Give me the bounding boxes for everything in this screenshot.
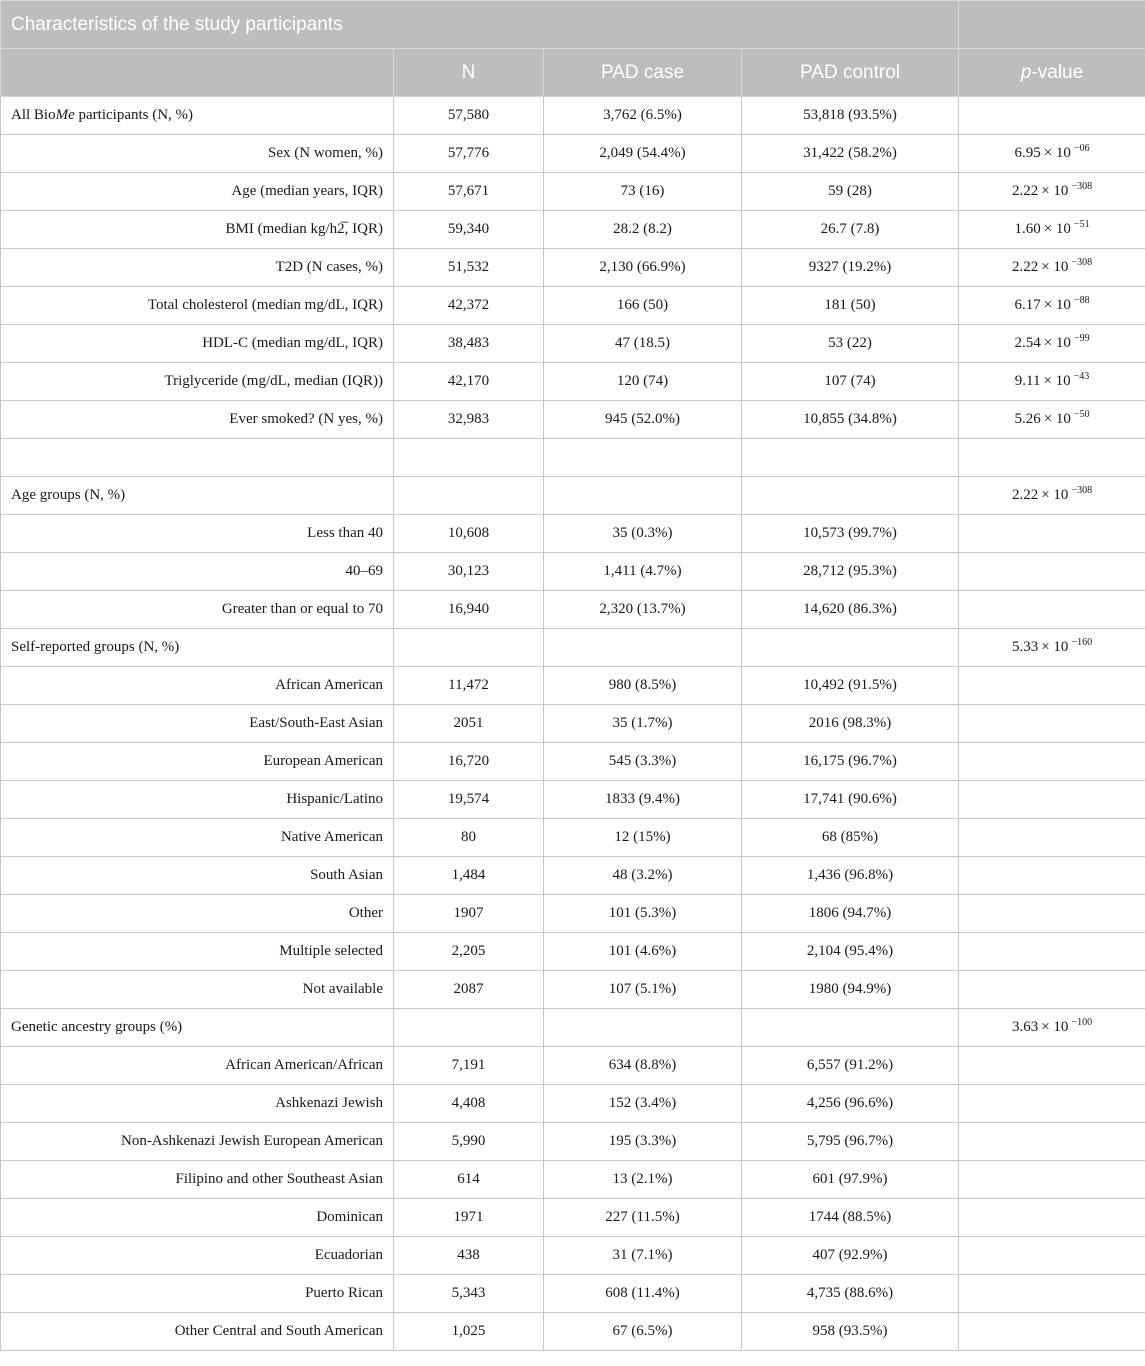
cell-pad-control: 14,620 (86.3%) xyxy=(742,591,959,629)
cell-p-value xyxy=(959,477,1145,515)
cell-p-value xyxy=(959,1275,1145,1313)
row-label xyxy=(1,439,394,477)
cell-p-value xyxy=(959,553,1145,591)
cell-p-value xyxy=(959,1085,1145,1123)
table-row xyxy=(1,211,1145,249)
row-label: Sex (N women, %) xyxy=(1,135,394,173)
row-label: Age groups (N, %) xyxy=(1,477,394,515)
row-label: Not available xyxy=(1,971,394,1009)
p-value-base: 6.95 xyxy=(1014,145,1041,161)
cell-pad-case: 13 (2.1%) xyxy=(544,1161,742,1199)
cell-pad-case xyxy=(544,439,742,477)
row-label: Puerto Rican xyxy=(1,1275,394,1313)
cell-n xyxy=(394,477,544,515)
cell-p-value xyxy=(959,1047,1145,1085)
cell-p-value xyxy=(959,667,1145,705)
cell-pad-case: 980 (8.5%) xyxy=(544,667,742,705)
column-header-row xyxy=(1,49,1145,97)
row-label: Greater than or equal to 70 xyxy=(1,591,394,629)
cell-pad-control xyxy=(742,439,959,477)
cell-n: 1907 xyxy=(394,895,544,933)
row-label: South Asian xyxy=(1,857,394,895)
table-row xyxy=(1,1009,1145,1047)
cell-p-value xyxy=(959,439,1145,477)
cell-n: 51,532 xyxy=(394,249,544,287)
cell-n: 4,408 xyxy=(394,1085,544,1123)
cell-p-value xyxy=(959,971,1145,1009)
cell-pad-case xyxy=(544,1009,742,1047)
cell-pad-control: 1980 (94.9%) xyxy=(742,971,959,1009)
header-label xyxy=(1,49,394,97)
row-label: HDL-C (median mg/dL, IQR) xyxy=(1,325,394,363)
cell-p-value xyxy=(959,1313,1145,1351)
cell-pad-control xyxy=(742,477,959,515)
cell-pad-control: 107 (74) xyxy=(742,363,959,401)
table-title: Characteristics of the study participants xyxy=(1,1,959,49)
row-label: Multiple selected xyxy=(1,933,394,971)
cell-p-value xyxy=(959,515,1145,553)
cell-n: 1,025 xyxy=(394,1313,544,1351)
cell-pad-case: 195 (3.3%) xyxy=(544,1123,742,1161)
table-body xyxy=(1,97,1145,1351)
p-value-exponent: −308 xyxy=(1071,181,1093,192)
header-pad-control: PAD control xyxy=(742,49,959,97)
header-n: N xyxy=(394,49,544,97)
cell-p-value xyxy=(959,895,1145,933)
cell-n: 57,671 xyxy=(394,173,544,211)
cell-n: 2051 xyxy=(394,705,544,743)
table-row xyxy=(1,1199,1145,1237)
cell-p-value xyxy=(959,781,1145,819)
row-label: Ashkenazi Jewish xyxy=(1,1085,394,1123)
cell-n: 42,372 xyxy=(394,287,544,325)
cell-n: 30,123 xyxy=(394,553,544,591)
p-value-exponent: −88 xyxy=(1073,295,1090,306)
cell-p-value xyxy=(959,1161,1145,1199)
row-label: Triglyceride (mg/dL, median (IQR)) xyxy=(1,363,394,401)
cell-pad-control: 59 (28) xyxy=(742,173,959,211)
cell-pad-case: 166 (50) xyxy=(544,287,742,325)
row-label: Ever smoked? (N yes, %) xyxy=(1,401,394,439)
cell-pad-case: 1,411 (4.7%) xyxy=(544,553,742,591)
cell-n: 2087 xyxy=(394,971,544,1009)
p-value-base: 3.63 xyxy=(1011,1019,1039,1035)
row-label: Native American xyxy=(1,819,394,857)
times-sign: × 10 xyxy=(1041,639,1069,655)
table-row xyxy=(1,249,1145,287)
cell-n: 1,484 xyxy=(394,857,544,895)
row-label xyxy=(1,97,394,135)
row-label: East/South-East Asian xyxy=(1,705,394,743)
cell-n: 5,990 xyxy=(394,1123,544,1161)
title-blank-cell xyxy=(959,1,1145,49)
p-value-base: 5.33 xyxy=(1011,639,1039,655)
p-value-exponent: −99 xyxy=(1073,333,1090,344)
table-row xyxy=(1,401,1145,439)
table-row xyxy=(1,1313,1145,1351)
cell-pad-case: 2,049 (54.4%) xyxy=(544,135,742,173)
row-label-part: Me xyxy=(55,107,75,123)
cell-pad-case: 945 (52.0%) xyxy=(544,401,742,439)
row-label: Other xyxy=(1,895,394,933)
cell-pad-case: 73 (16) xyxy=(544,173,742,211)
cell-pad-case: 1833 (9.4%) xyxy=(544,781,742,819)
table-title-row xyxy=(1,1,1145,49)
cell-pad-control: 10,492 (91.5%) xyxy=(742,667,959,705)
cell-n: 2,205 xyxy=(394,933,544,971)
table-row xyxy=(1,135,1145,173)
cell-pad-case: 3,762 (6.5%) xyxy=(544,97,742,135)
cell-pad-control: 4,256 (96.6%) xyxy=(742,1085,959,1123)
row-label: Ecuadorian xyxy=(1,1237,394,1275)
times-sign: × 10 xyxy=(1041,487,1069,503)
cell-n: 1971 xyxy=(394,1199,544,1237)
cell-pad-case xyxy=(544,629,742,667)
cell-pad-case: 227 (11.5%) xyxy=(544,1199,742,1237)
cell-pad-control: 2,104 (95.4%) xyxy=(742,933,959,971)
header-pad-case: PAD case xyxy=(544,49,742,97)
table-row xyxy=(1,933,1145,971)
table-row xyxy=(1,1161,1145,1199)
cell-pad-control: 53 (22) xyxy=(742,325,959,363)
row-label: Hispanic/Latino xyxy=(1,781,394,819)
row-label: Other Central and South American xyxy=(1,1313,394,1351)
table-row xyxy=(1,477,1145,515)
cell-p-value xyxy=(959,135,1145,173)
cell-n: 16,940 xyxy=(394,591,544,629)
cell-pad-control: 4,735 (88.6%) xyxy=(742,1275,959,1313)
cell-pad-case: 634 (8.8%) xyxy=(544,1047,742,1085)
cell-p-value xyxy=(959,401,1145,439)
header-p-letter: p xyxy=(1020,61,1032,83)
row-label: Self-reported groups (N, %) xyxy=(1,629,394,667)
cell-pad-control: 958 (93.5%) xyxy=(742,1313,959,1351)
cell-p-value xyxy=(959,173,1145,211)
cell-p-value xyxy=(959,857,1145,895)
header-p-suffix: -value xyxy=(1031,61,1084,83)
cell-pad-case xyxy=(544,477,742,515)
times-sign: × 10 xyxy=(1041,183,1069,199)
cell-n: 32,983 xyxy=(394,401,544,439)
cell-n: 7,191 xyxy=(394,1047,544,1085)
cell-pad-control: 10,855 (34.8%) xyxy=(742,401,959,439)
cell-pad-case: 35 (1.7%) xyxy=(544,705,742,743)
table-row xyxy=(1,591,1145,629)
row-label: BMI (median kg/h2̅, IQR) xyxy=(1,211,394,249)
cell-pad-control: 31,422 (58.2%) xyxy=(742,135,959,173)
cell-pad-control: 17,741 (90.6%) xyxy=(742,781,959,819)
cell-n: 19,574 xyxy=(394,781,544,819)
table-row xyxy=(1,971,1145,1009)
cell-pad-control: 407 (92.9%) xyxy=(742,1237,959,1275)
row-label: Age (median years, IQR) xyxy=(1,173,394,211)
p-value-exponent: −160 xyxy=(1071,637,1093,648)
row-label: African American/African xyxy=(1,1047,394,1085)
row-label: Genetic ancestry groups (%) xyxy=(1,1009,394,1047)
cell-n: 42,170 xyxy=(394,363,544,401)
table-row xyxy=(1,781,1145,819)
table-row xyxy=(1,629,1145,667)
times-sign: × 10 xyxy=(1043,221,1071,237)
table-row xyxy=(1,1275,1145,1313)
times-sign: × 10 xyxy=(1041,1019,1069,1035)
p-value-exponent: −06 xyxy=(1073,143,1090,154)
cell-pad-control: 68 (85%) xyxy=(742,819,959,857)
cell-p-value xyxy=(959,97,1145,135)
cell-pad-control: 1806 (94.7%) xyxy=(742,895,959,933)
table-row xyxy=(1,439,1145,477)
row-label: 40–69 xyxy=(1,553,394,591)
cell-pad-control xyxy=(742,1009,959,1047)
p-value-exponent: −50 xyxy=(1073,409,1090,420)
table-row xyxy=(1,1047,1145,1085)
cell-p-value xyxy=(959,1123,1145,1161)
p-value-base: 9.11 xyxy=(1014,373,1041,389)
table-row xyxy=(1,1237,1145,1275)
cell-n: 59,340 xyxy=(394,211,544,249)
table-row xyxy=(1,287,1145,325)
table-row xyxy=(1,325,1145,363)
table-row xyxy=(1,705,1145,743)
cell-pad-case: 120 (74) xyxy=(544,363,742,401)
p-value-exponent: −51 xyxy=(1073,219,1090,230)
cell-pad-control: 6,557 (91.2%) xyxy=(742,1047,959,1085)
cell-pad-case: 28.2 (8.2) xyxy=(544,211,742,249)
cell-p-value xyxy=(959,819,1145,857)
times-sign: × 10 xyxy=(1041,259,1069,275)
cell-p-value xyxy=(959,287,1145,325)
cell-pad-case: 152 (3.4%) xyxy=(544,1085,742,1123)
cell-n: 57,580 xyxy=(394,97,544,135)
cell-pad-case: 2,320 (13.7%) xyxy=(544,591,742,629)
times-sign: × 10 xyxy=(1043,297,1071,313)
cell-pad-control xyxy=(742,629,959,667)
table-row xyxy=(1,743,1145,781)
header-p-value xyxy=(959,49,1145,97)
cell-pad-control: 601 (97.9%) xyxy=(742,1161,959,1199)
table-row xyxy=(1,667,1145,705)
times-sign: × 10 xyxy=(1043,373,1071,389)
cell-p-value xyxy=(959,743,1145,781)
cell-p-value xyxy=(959,629,1145,667)
cell-pad-control: 26.7 (7.8) xyxy=(742,211,959,249)
cell-pad-control: 181 (50) xyxy=(742,287,959,325)
table-row xyxy=(1,173,1145,211)
cell-p-value xyxy=(959,933,1145,971)
cell-n: 10,608 xyxy=(394,515,544,553)
cell-pad-control: 1744 (88.5%) xyxy=(742,1199,959,1237)
row-label-part: participants (N, %) xyxy=(74,107,194,123)
cell-pad-case: 608 (11.4%) xyxy=(544,1275,742,1313)
cell-p-value xyxy=(959,705,1145,743)
cell-pad-control: 9327 (19.2%) xyxy=(742,249,959,287)
p-value-base: 2.22 xyxy=(1011,487,1039,503)
cell-pad-case: 2,130 (66.9%) xyxy=(544,249,742,287)
table-row xyxy=(1,553,1145,591)
row-label: Dominican xyxy=(1,1199,394,1237)
cell-p-value xyxy=(959,249,1145,287)
times-sign: × 10 xyxy=(1043,145,1071,161)
row-label: Filipino and other Southeast Asian xyxy=(1,1161,394,1199)
cell-pad-control: 28,712 (95.3%) xyxy=(742,553,959,591)
row-label: Non-Ashkenazi Jewish European American xyxy=(1,1123,394,1161)
cell-pad-control: 5,795 (96.7%) xyxy=(742,1123,959,1161)
cell-n: 11,472 xyxy=(394,667,544,705)
cell-pad-case: 67 (6.5%) xyxy=(544,1313,742,1351)
p-value-base: 2.22 xyxy=(1011,259,1039,275)
table-row xyxy=(1,1085,1145,1123)
p-value-base: 6.17 xyxy=(1014,297,1041,313)
cell-pad-control: 2016 (98.3%) xyxy=(742,705,959,743)
cell-n xyxy=(394,629,544,667)
cell-p-value xyxy=(959,1009,1145,1047)
p-value-exponent: −308 xyxy=(1071,257,1093,268)
cell-pad-case: 48 (3.2%) xyxy=(544,857,742,895)
table-row xyxy=(1,895,1145,933)
row-label: T2D (N cases, %) xyxy=(1,249,394,287)
cell-p-value xyxy=(959,211,1145,249)
table-row xyxy=(1,1123,1145,1161)
cell-n: 57,776 xyxy=(394,135,544,173)
cell-n xyxy=(394,1009,544,1047)
p-value-base: 5.26 xyxy=(1014,411,1041,427)
cell-p-value xyxy=(959,1237,1145,1275)
cell-pad-case: 12 (15%) xyxy=(544,819,742,857)
p-value-exponent: −100 xyxy=(1071,1017,1093,1028)
p-value-base: 1.60 xyxy=(1014,221,1041,237)
table-row xyxy=(1,515,1145,553)
cell-pad-case: 35 (0.3%) xyxy=(544,515,742,553)
table-row xyxy=(1,857,1145,895)
p-value-base: 2.22 xyxy=(1011,183,1039,199)
row-label-part: All Bio xyxy=(11,107,56,123)
row-label: African American xyxy=(1,667,394,705)
cell-p-value xyxy=(959,591,1145,629)
cell-pad-case: 107 (5.1%) xyxy=(544,971,742,1009)
row-label: European American xyxy=(1,743,394,781)
times-sign: × 10 xyxy=(1043,411,1071,427)
p-value-exponent: −308 xyxy=(1071,485,1093,496)
cell-pad-case: 101 (5.3%) xyxy=(544,895,742,933)
cell-pad-control: 16,175 (96.7%) xyxy=(742,743,959,781)
cell-n: 38,483 xyxy=(394,325,544,363)
cell-pad-case: 545 (3.3%) xyxy=(544,743,742,781)
cell-n: 80 xyxy=(394,819,544,857)
table-row xyxy=(1,363,1145,401)
cell-pad-control: 10,573 (99.7%) xyxy=(742,515,959,553)
cell-pad-case: 47 (18.5) xyxy=(544,325,742,363)
p-value-base: 2.54 xyxy=(1014,335,1041,351)
cell-pad-case: 31 (7.1%) xyxy=(544,1237,742,1275)
cell-pad-control: 1,436 (96.8%) xyxy=(742,857,959,895)
cell-n: 5,343 xyxy=(394,1275,544,1313)
table-row xyxy=(1,97,1145,135)
p-value-exponent: −43 xyxy=(1073,371,1090,382)
cell-n: 614 xyxy=(394,1161,544,1199)
cell-n: 438 xyxy=(394,1237,544,1275)
times-sign: × 10 xyxy=(1043,335,1071,351)
cell-n: 16,720 xyxy=(394,743,544,781)
cell-pad-control: 53,818 (93.5%) xyxy=(742,97,959,135)
cell-pad-case: 101 (4.6%) xyxy=(544,933,742,971)
row-label: Total cholesterol (median mg/dL, IQR) xyxy=(1,287,394,325)
cell-p-value xyxy=(959,1199,1145,1237)
table-row xyxy=(1,819,1145,857)
cell-p-value xyxy=(959,363,1145,401)
cell-p-value xyxy=(959,325,1145,363)
cell-n xyxy=(394,439,544,477)
row-label: Less than 40 xyxy=(1,515,394,553)
